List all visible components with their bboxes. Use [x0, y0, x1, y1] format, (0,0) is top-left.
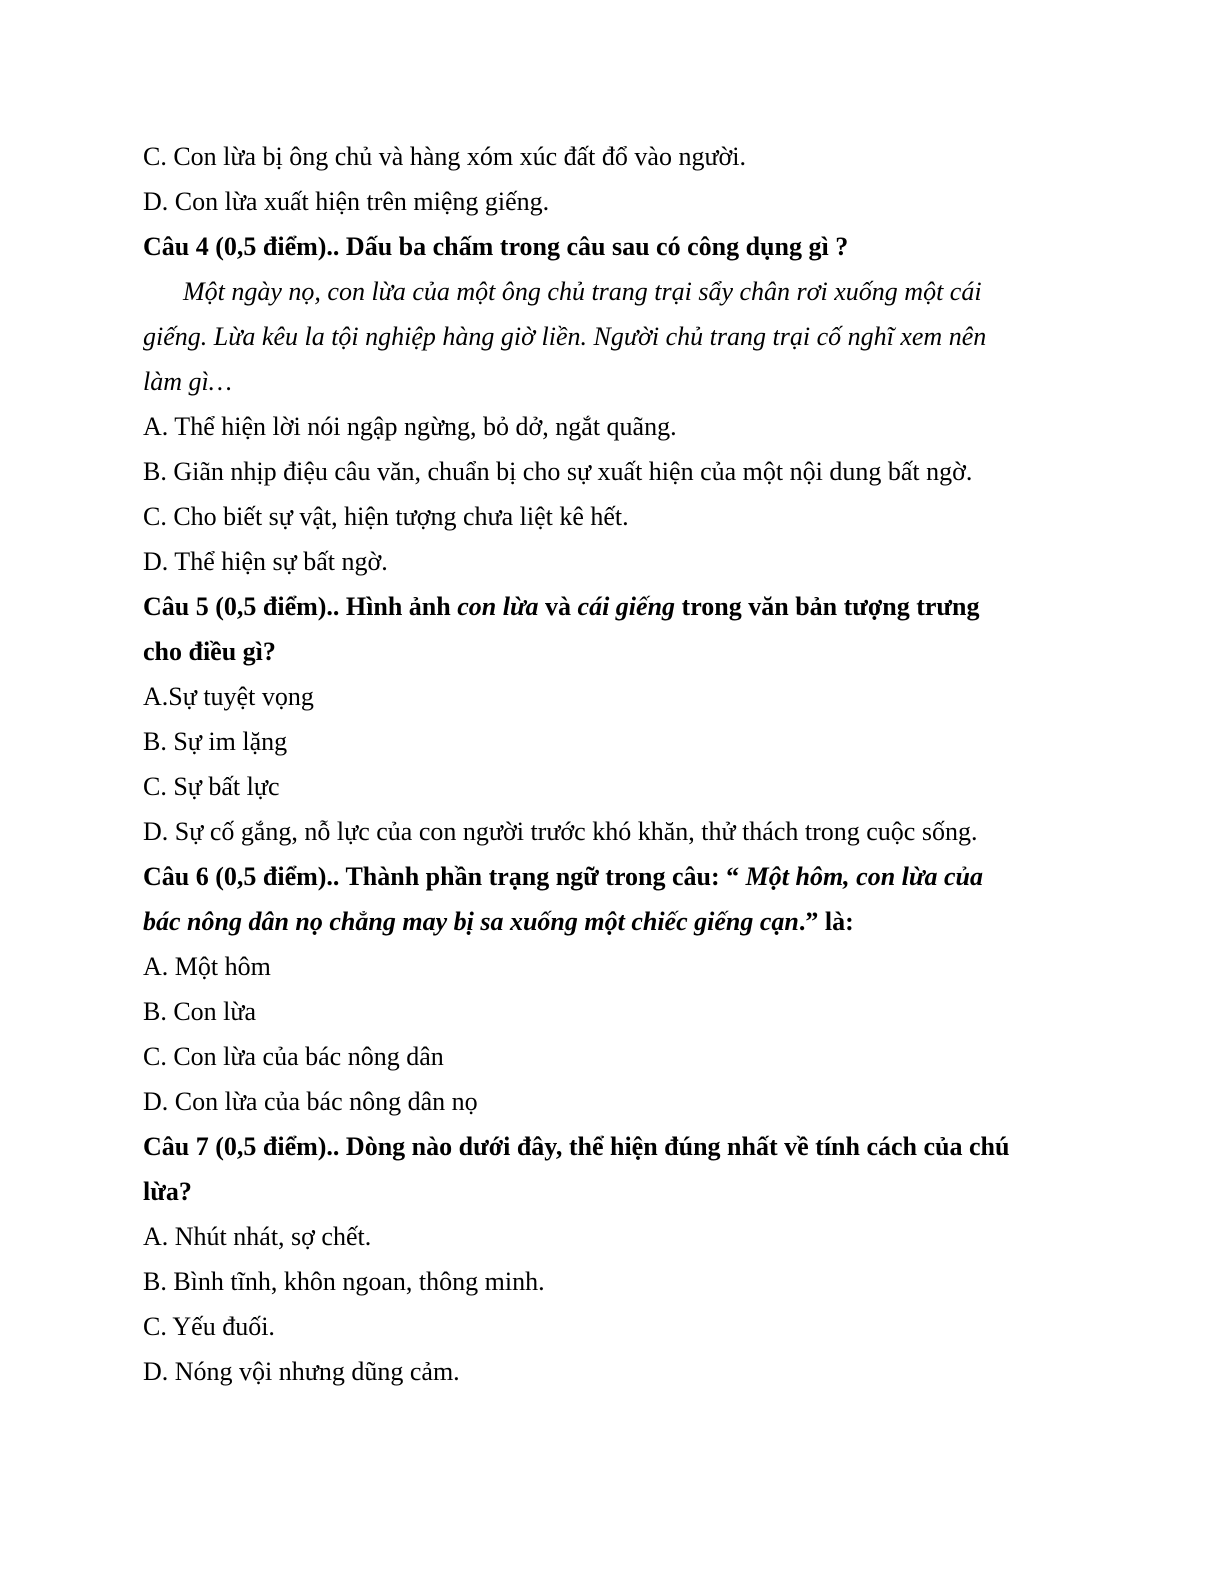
- q4-option-b: B. Giãn nhịp điệu câu văn, chuẩn bị cho sự xuất hiện của một nội dung bất ngờ.: [143, 457, 973, 486]
- q6-italic-1: Một hôm, con lừa của: [745, 862, 983, 891]
- q6-option-a: A. Một hôm: [143, 952, 271, 981]
- q5-italic-well: cái giếng: [577, 592, 676, 621]
- q4-passage-line-2: giếng. Lừa kêu la tội nghiệp hàng giờ liền. Người chủ trang trại cố nghĩ xem nên: [143, 322, 987, 351]
- q6-option-c: C. Con lừa của bác nông dân: [143, 1042, 444, 1071]
- q6-question-line-1: [143, 854, 1083, 899]
- q6-option-b: B. Con lừa: [143, 997, 257, 1026]
- q7-option-d: D. Nóng vội nhưng dũng cảm.: [143, 1357, 460, 1386]
- q5-question-line-2: cho điều gì?: [143, 637, 276, 666]
- q5-text-2: và: [538, 592, 578, 621]
- q3-option-d: D. Con lừa xuất hiện trên miệng giếng.: [143, 187, 550, 216]
- q4-passage-line-3: làm gì…: [143, 367, 232, 396]
- q6-text-1: Câu 6 (0,5 điểm).. Thành phần trạng ngữ trong câu: “: [143, 862, 746, 891]
- q4-passage-line-1: Một ngày nọ, con lừa của một ông chủ trang trại sẩy chân rơi xuống một cái: [183, 277, 982, 306]
- q7-option-a: A. Nhút nhát, sợ chết.: [143, 1222, 372, 1251]
- q7-question-line-2: lừa?: [143, 1177, 192, 1206]
- q5-italic-donkey: con lừa: [457, 592, 539, 621]
- q5-option-b: B. Sự im lặng: [143, 727, 288, 756]
- q5-option-a: A.Sự tuyệt vọng: [143, 682, 314, 711]
- q7-option-b: B. Bình tĩnh, khôn ngoan, thông minh.: [143, 1267, 545, 1296]
- q5-text-3: trong văn bản tượng trưng: [675, 592, 980, 621]
- q3-option-c: C. Con lừa bị ông chủ và hàng xóm xúc đất đổ vào người.: [143, 142, 747, 171]
- q7-option-c: C. Yếu đuối.: [143, 1312, 275, 1341]
- q4-option-c: C. Cho biết sự vật, hiện tượng chưa liệt kê hết.: [143, 502, 629, 531]
- q5-text-1: Câu 5 (0,5 điểm).. Hình ảnh: [143, 592, 458, 621]
- q5-option-c: C. Sự bất lực: [143, 772, 280, 801]
- q5-question-line-1: [143, 584, 1083, 629]
- q4-option-a: A. Thể hiện lời nói ngập ngừng, bỏ dở, ngắt quãng.: [143, 412, 677, 441]
- q4-question: Câu 4 (0,5 điểm).. Dấu ba chấm trong câu sau có công dụng gì ?: [143, 232, 849, 261]
- q5-option-d: D. Sự cố gắng, nỗ lực của con người trước khó khăn, thử thách trong cuộc sống.: [143, 817, 978, 846]
- document-page: [143, 134, 1083, 1394]
- q7-question-line-1: Câu 7 (0,5 điểm).. Dòng nào dưới đây, thể hiện đúng nhất về tính cách của chú: [143, 1132, 1010, 1161]
- q4-option-d: D. Thể hiện sự bất ngờ.: [143, 547, 388, 576]
- q6-text-2: .” là:: [798, 907, 854, 936]
- q6-option-d: D. Con lừa của bác nông dân nọ: [143, 1087, 478, 1116]
- q6-question-line-2: [143, 899, 1083, 944]
- q6-italic-2: bác nông dân nọ chẳng may bị sa xuống một chiếc giếng cạn: [143, 907, 799, 936]
